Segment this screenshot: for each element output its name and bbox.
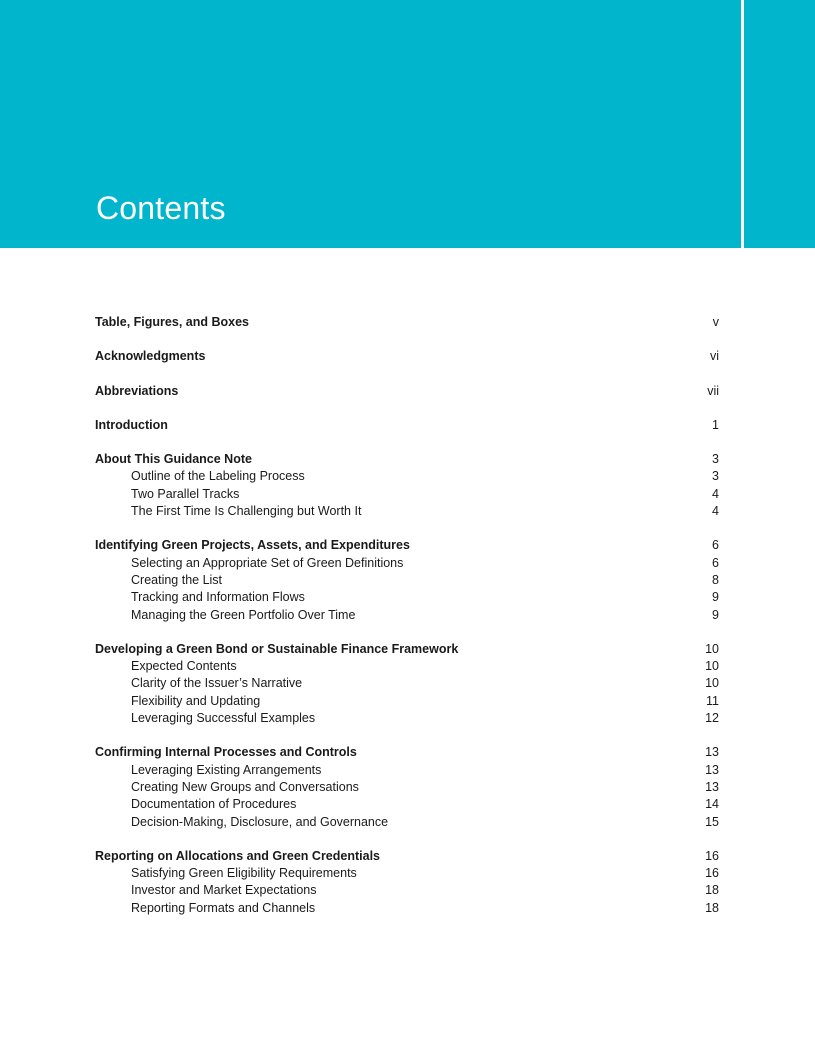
- toc-subentry-page: 16: [705, 866, 719, 881]
- toc-subentry-page: 13: [705, 779, 719, 794]
- toc-subentry-page: 9: [712, 590, 719, 605]
- toc-section: [95, 537, 719, 623]
- toc-section: [95, 314, 719, 331]
- toc-subentry-page: 12: [705, 711, 719, 726]
- toc-subentry[interactable]: [95, 882, 719, 899]
- toc-subentry-title: Reporting Formats and Channels: [131, 900, 316, 915]
- toc-entry-page: v: [712, 315, 719, 329]
- toc-subentry-page: 9: [712, 607, 719, 622]
- toc-entry-title: Abbreviations: [95, 383, 179, 398]
- toc-subentry-title: Selecting an Appropriate Set of Green Definitions: [131, 555, 404, 570]
- toc-entry-title: Confirming Internal Processes and Controls: [95, 745, 357, 760]
- toc-entry-page: 16: [705, 848, 719, 863]
- toc-subentry-title: Expected Contents: [131, 659, 237, 674]
- toc-subentry[interactable]: [95, 503, 719, 520]
- toc-subentry-title: Tracking and Information Flows: [131, 590, 305, 605]
- toc-entry[interactable]: [95, 848, 719, 865]
- toc-subentry[interactable]: [95, 607, 719, 624]
- toc-subentry[interactable]: [95, 486, 719, 503]
- toc-entry-title: About This Guidance Note: [95, 452, 252, 467]
- toc-entry-page: 10: [705, 641, 719, 656]
- toc-subentry-page: 14: [705, 797, 719, 812]
- toc-entry[interactable]: [95, 641, 719, 658]
- toc-subentry[interactable]: [95, 865, 719, 882]
- toc-subentry-page: 15: [705, 814, 719, 829]
- toc-entry[interactable]: [95, 744, 719, 761]
- toc-subentry[interactable]: [95, 572, 719, 589]
- toc-entry[interactable]: [95, 537, 719, 554]
- toc-subentry-page: 18: [705, 900, 719, 915]
- toc-subentry-title: Clarity of the Issuer’s Narrative: [131, 676, 303, 691]
- toc-subentry[interactable]: [95, 589, 719, 606]
- toc-subentry[interactable]: [95, 779, 719, 796]
- toc-entry-title: Identifying Green Projects, Assets, and Expenditures: [95, 538, 410, 553]
- toc-entry-title: Reporting on Allocations and Green Credentials: [95, 848, 380, 863]
- toc-subentry-title: The First Time Is Challenging but Worth It: [131, 504, 362, 519]
- toc-section: [95, 383, 719, 400]
- toc-entry-title: Developing a Green Bond or Sustainable Finance Framework: [95, 641, 459, 656]
- toc-entry-page: vii: [707, 383, 719, 398]
- toc-subentry-title: Outline of the Labeling Process: [131, 469, 305, 484]
- toc-entry-title: Table, Figures, and Boxes: [95, 315, 249, 329]
- toc-subentry-title: Flexibility and Updating: [131, 693, 261, 708]
- toc-subentry-title: Managing the Green Portfolio Over Time: [131, 607, 356, 622]
- toc-section: [95, 451, 719, 520]
- toc-subentry[interactable]: [95, 675, 719, 692]
- toc-subentry-page: 3: [712, 469, 719, 484]
- toc-entry-page: 13: [705, 745, 719, 760]
- toc-subentry[interactable]: [95, 900, 719, 917]
- toc-subentry[interactable]: [95, 710, 719, 727]
- toc-subentry[interactable]: [95, 555, 719, 572]
- toc-subentry[interactable]: [95, 468, 719, 485]
- toc-entry-title: Acknowledgments: [95, 349, 206, 364]
- toc-subentry-title: Creating the List: [131, 572, 223, 587]
- toc-subentry-page: 10: [705, 659, 719, 674]
- toc-subentry[interactable]: [95, 693, 719, 710]
- toc-subentry-page: 10: [705, 676, 719, 691]
- toc-section: [95, 744, 719, 830]
- toc-entry-page: 3: [712, 452, 719, 467]
- toc-subentry-page: 11: [706, 693, 719, 708]
- toc-entry[interactable]: [95, 348, 719, 365]
- table-of-contents: [95, 314, 719, 934]
- toc-subentry-title: Investor and Market Expectations: [131, 883, 317, 898]
- toc-subentry-page: 4: [712, 504, 719, 519]
- toc-subentry-page: 4: [712, 486, 719, 501]
- toc-subentry-title: Leveraging Successful Examples: [131, 711, 316, 726]
- toc-entry-title: Introduction: [95, 417, 168, 432]
- toc-subentry[interactable]: [95, 796, 719, 813]
- toc-subentry[interactable]: [95, 762, 719, 779]
- toc-subentry-title: Satisfying Green Eligibility Requirements: [131, 866, 357, 881]
- toc-subentry-page: 13: [705, 762, 719, 777]
- toc-subentry-page: 8: [712, 572, 719, 587]
- toc-subentry[interactable]: [95, 658, 719, 675]
- toc-subentry-title: Documentation of Procedures: [131, 797, 297, 812]
- toc-subentry-page: 18: [705, 883, 719, 898]
- toc-subentry-page: 6: [712, 555, 719, 570]
- toc-section: [95, 417, 719, 434]
- toc-subentry[interactable]: [95, 814, 719, 831]
- header-banner: [0, 0, 815, 248]
- toc-subentry-title: Creating New Groups and Conversations: [131, 779, 359, 794]
- toc-section: [95, 641, 719, 727]
- banner-divider: [741, 0, 744, 248]
- toc-subentry-title: Two Parallel Tracks: [131, 486, 240, 501]
- toc-subentry-title: Decision-Making, Disclosure, and Governance: [131, 814, 389, 829]
- toc-section: [95, 348, 719, 365]
- toc-entry-page: 1: [712, 417, 719, 432]
- toc-subentry-title: Leveraging Existing Arrangements: [131, 762, 322, 777]
- toc-entry-page: 6: [712, 538, 719, 553]
- toc-section: [95, 848, 719, 917]
- toc-entry[interactable]: [95, 314, 719, 331]
- toc-entry[interactable]: [95, 383, 719, 400]
- toc-entry-page: vi: [709, 349, 719, 364]
- toc-entry[interactable]: [95, 451, 719, 468]
- page-title: Contents: [96, 190, 226, 226]
- toc-entry[interactable]: [95, 417, 719, 434]
